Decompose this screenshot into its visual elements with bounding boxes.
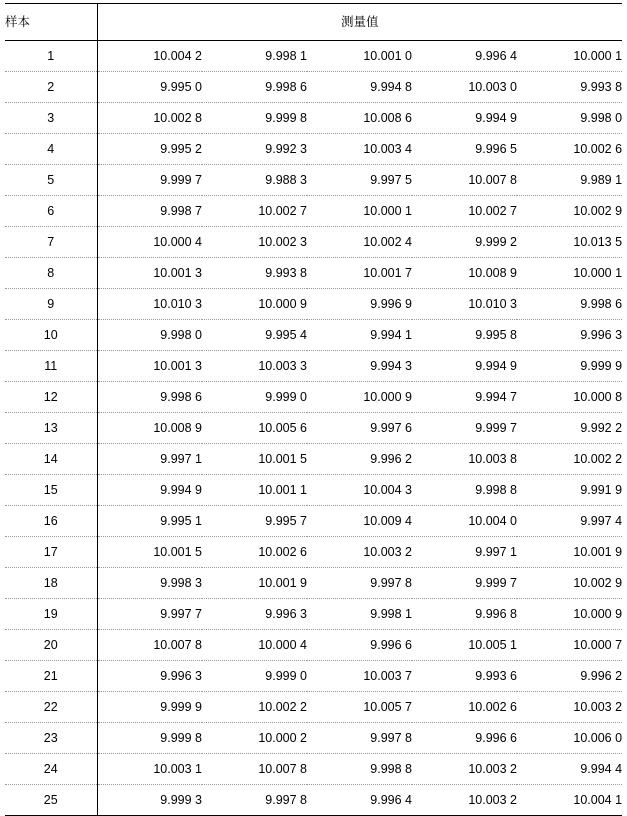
measurement-value-cell: 10.007 8 [97,630,202,661]
sample-number-cell: 19 [5,599,97,630]
measurement-value-cell: 9.999 9 [517,351,622,382]
measurement-value-cell: 10.000 4 [97,227,202,258]
measurement-value-cell: 9.996 6 [412,723,517,754]
measurement-value-cell: 10.000 9 [202,289,307,320]
measurement-value-cell: 9.994 9 [412,103,517,134]
sample-number-cell: 6 [5,196,97,227]
sample-number-cell: 10 [5,320,97,351]
measurement-value-cell: 9.993 8 [202,258,307,289]
table-row [5,103,622,134]
measurement-value-cell: 10.003 3 [202,351,307,382]
measurement-value-cell: 9.997 5 [307,165,412,196]
measurement-value-cell: 10.003 4 [307,134,412,165]
sample-number-cell: 9 [5,289,97,320]
measurement-value-cell: 9.996 5 [412,134,517,165]
measurement-value-cell: 9.995 8 [412,320,517,351]
sample-number-cell: 23 [5,723,97,754]
table-row [5,382,622,413]
measurement-value-cell: 10.002 6 [517,134,622,165]
sample-number-cell: 21 [5,661,97,692]
measurement-value-cell: 9.996 3 [97,661,202,692]
measurement-value-cell: 10.005 6 [202,413,307,444]
measurement-value-cell: 9.994 1 [307,320,412,351]
table-row [5,475,622,506]
measurement-value-cell: 9.996 2 [307,444,412,475]
measurement-value-cell: 9.994 8 [307,72,412,103]
measurement-value-cell: 9.994 4 [517,754,622,785]
sample-number-cell: 22 [5,692,97,723]
measurement-value-cell: 10.003 1 [97,754,202,785]
measurement-value-cell: 9.991 9 [517,475,622,506]
measurement-value-cell: 10.010 3 [97,289,202,320]
measurement-value-cell: 10.002 4 [307,227,412,258]
measurement-value-cell: 10.001 1 [202,475,307,506]
measurement-value-cell: 10.003 0 [412,72,517,103]
measurement-value-cell: 9.997 1 [97,444,202,475]
sample-number-cell: 1 [5,41,97,72]
measurement-value-cell: 10.001 0 [307,41,412,72]
measurement-value-cell: 9.989 1 [517,165,622,196]
measurement-value-cell: 9.996 3 [517,320,622,351]
sample-number-cell: 13 [5,413,97,444]
measurement-value-cell: 10.000 8 [517,382,622,413]
measurement-value-cell: 10.002 9 [517,196,622,227]
sample-number-cell: 7 [5,227,97,258]
table-row [5,506,622,537]
table-row [5,41,622,72]
measurement-value-cell: 9.999 7 [412,413,517,444]
measurement-table [5,3,622,816]
measurement-value-cell: 10.003 7 [307,661,412,692]
table-row [5,599,622,630]
measurement-value-cell: 10.001 5 [202,444,307,475]
measurement-value-cell: 9.992 2 [517,413,622,444]
measurement-value-cell: 10.001 3 [97,258,202,289]
table-row [5,289,622,320]
measurement-value-cell: 10.004 2 [97,41,202,72]
measurement-value-cell: 9.997 1 [412,537,517,568]
header-row [5,4,622,41]
measurement-value-cell: 9.998 3 [97,568,202,599]
measurement-value-cell: 10.007 8 [412,165,517,196]
measurement-value-cell: 10.001 5 [97,537,202,568]
measurement-value-cell: 10.004 0 [412,506,517,537]
measurement-value-cell: 10.000 4 [202,630,307,661]
measurement-value-cell: 9.999 7 [412,568,517,599]
measurement-value-cell: 9.993 8 [517,72,622,103]
table-body [5,41,622,816]
table-row [5,444,622,475]
measurement-value-cell: 9.998 8 [307,754,412,785]
sample-number-cell: 20 [5,630,97,661]
table-row [5,134,622,165]
measurement-value-cell: 10.009 4 [307,506,412,537]
sample-number-cell: 12 [5,382,97,413]
measurement-value-cell: 9.998 6 [517,289,622,320]
measurement-value-cell: 10.007 8 [202,754,307,785]
measurement-value-cell: 9.999 8 [97,723,202,754]
measurement-value-cell: 9.992 3 [202,134,307,165]
measurement-value-cell: 9.996 3 [202,599,307,630]
sample-number-cell: 24 [5,754,97,785]
sample-number-cell: 15 [5,475,97,506]
measurement-value-cell: 9.997 8 [202,785,307,816]
measurement-value-cell: 9.993 6 [412,661,517,692]
measurement-value-cell: 10.003 2 [517,692,622,723]
measurement-value-cell: 9.999 0 [202,661,307,692]
measurement-value-cell: 10.000 1 [307,196,412,227]
measurement-value-cell: 9.988 3 [202,165,307,196]
measurement-value-cell: 10.002 9 [517,568,622,599]
table-row [5,630,622,661]
table-row [5,568,622,599]
measurement-value-cell: 9.997 6 [307,413,412,444]
sample-number-cell: 2 [5,72,97,103]
measurement-value-cell: 9.998 6 [97,382,202,413]
table-row [5,165,622,196]
measurement-value-cell: 9.997 8 [307,723,412,754]
measurement-value-cell: 10.002 6 [202,537,307,568]
measurement-value-cell: 9.999 2 [412,227,517,258]
measurement-value-cell: 10.004 3 [307,475,412,506]
table-row [5,72,622,103]
measurement-value-cell: 10.000 7 [517,630,622,661]
table-row [5,754,622,785]
sample-number-cell: 25 [5,785,97,816]
measurement-value-cell: 10.002 2 [517,444,622,475]
measurement-value-cell: 9.997 7 [97,599,202,630]
measurement-value-cell: 10.002 7 [202,196,307,227]
measurement-value-cell: 9.995 1 [97,506,202,537]
measurement-value-cell: 9.998 1 [307,599,412,630]
measurement-value-cell: 9.998 8 [412,475,517,506]
measurement-value-cell: 9.995 4 [202,320,307,351]
measurement-value-cell: 10.005 7 [307,692,412,723]
sample-number-cell: 18 [5,568,97,599]
table-row [5,537,622,568]
table-row [5,351,622,382]
measurement-value-cell: 10.000 9 [307,382,412,413]
measurement-value-cell: 9.998 6 [202,72,307,103]
measurement-value-cell: 10.002 2 [202,692,307,723]
measurement-value-cell: 10.004 1 [517,785,622,816]
sample-number-cell: 16 [5,506,97,537]
table-row [5,258,622,289]
sample-number-cell: 8 [5,258,97,289]
measurement-value-cell: 9.999 9 [97,692,202,723]
measurement-value-cell: 9.996 2 [517,661,622,692]
table-header [5,4,622,41]
measurement-value-cell: 9.994 9 [412,351,517,382]
measurement-value-cell: 10.003 2 [307,537,412,568]
measurement-value-cell: 9.994 3 [307,351,412,382]
measurement-value-cell: 10.002 8 [97,103,202,134]
measurement-value-cell: 9.998 0 [517,103,622,134]
column-header-sample: 样本 [5,4,97,41]
measurement-value-cell: 10.000 9 [517,599,622,630]
measurement-value-cell: 9.999 3 [97,785,202,816]
measurement-value-cell: 10.005 1 [412,630,517,661]
measurement-value-cell: 10.008 6 [307,103,412,134]
measurement-value-cell: 9.999 8 [202,103,307,134]
table-row [5,196,622,227]
measurement-value-cell: 10.002 6 [412,692,517,723]
measurement-value-cell: 9.998 7 [97,196,202,227]
column-header-measurement: 测量值 [97,4,622,41]
measurement-value-cell: 9.995 2 [97,134,202,165]
measurement-value-cell: 9.994 9 [97,475,202,506]
table-row [5,692,622,723]
measurement-value-cell: 9.997 8 [307,568,412,599]
table-row [5,227,622,258]
measurement-value-cell: 9.996 6 [307,630,412,661]
sample-number-cell: 5 [5,165,97,196]
measurement-value-cell: 9.999 7 [97,165,202,196]
measurement-value-cell: 9.998 0 [97,320,202,351]
sample-number-cell: 17 [5,537,97,568]
sample-number-cell: 4 [5,134,97,165]
table-row [5,320,622,351]
sample-number-cell: 3 [5,103,97,134]
measurement-value-cell: 9.996 8 [412,599,517,630]
measurement-value-cell: 10.008 9 [97,413,202,444]
document-page [0,3,627,807]
measurement-value-cell: 10.002 7 [412,196,517,227]
measurement-value-cell: 10.008 9 [412,258,517,289]
table-row [5,661,622,692]
measurement-value-cell: 10.003 8 [412,444,517,475]
measurement-value-cell: 9.999 0 [202,382,307,413]
table-row [5,785,622,816]
measurement-value-cell: 10.000 1 [517,41,622,72]
measurement-value-cell: 10.000 1 [517,258,622,289]
measurement-value-cell: 10.001 7 [307,258,412,289]
measurement-value-cell: 9.995 0 [97,72,202,103]
measurement-value-cell: 9.995 7 [202,506,307,537]
measurement-value-cell: 10.001 9 [202,568,307,599]
measurement-value-cell: 9.998 1 [202,41,307,72]
measurement-value-cell: 9.996 4 [412,41,517,72]
sample-number-cell: 11 [5,351,97,382]
table-row [5,723,622,754]
sample-number-cell: 14 [5,444,97,475]
measurement-value-cell: 10.013 5 [517,227,622,258]
measurement-value-cell: 9.997 4 [517,506,622,537]
measurement-value-cell: 10.003 2 [412,754,517,785]
measurement-value-cell: 9.994 7 [412,382,517,413]
table-row [5,413,622,444]
measurement-value-cell: 10.001 3 [97,351,202,382]
measurement-value-cell: 10.003 2 [412,785,517,816]
measurement-value-cell: 10.000 2 [202,723,307,754]
measurement-value-cell: 9.996 4 [307,785,412,816]
measurement-value-cell: 10.002 3 [202,227,307,258]
measurement-value-cell: 9.996 9 [307,289,412,320]
measurement-value-cell: 10.006 0 [517,723,622,754]
measurement-value-cell: 10.010 3 [412,289,517,320]
measurement-value-cell: 10.001 9 [517,537,622,568]
